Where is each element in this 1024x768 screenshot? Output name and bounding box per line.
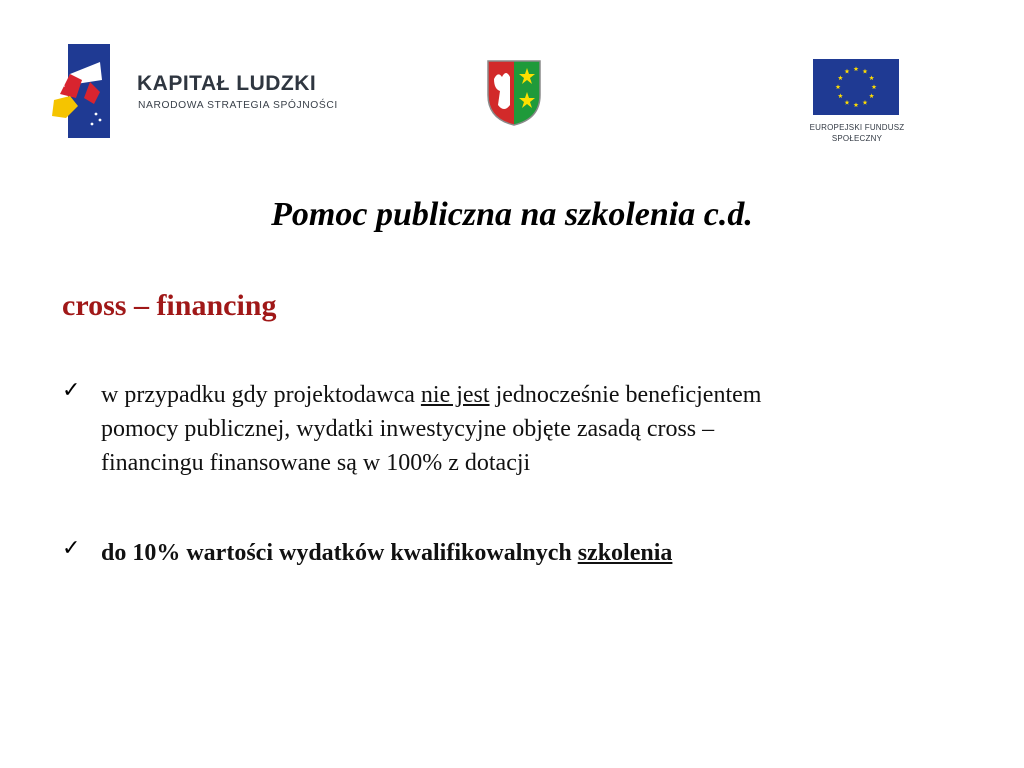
bullet-bold-text: do 10% wartości wydatków kwalifikowalnych [101, 540, 578, 566]
kapital-ludzki-logo [50, 44, 380, 140]
coat-of-arms-icon [486, 59, 542, 127]
bullet-line2: pomocy publicznej, wydatki inwestycyjne objęte zasadą cross – [101, 416, 715, 442]
bullet-text [101, 378, 961, 480]
slide-title: Pomoc publiczna na szkolenia c.d. [271, 196, 753, 233]
bullet-line1-prefix: w przypadku gdy projektodawca [101, 382, 421, 408]
kapital-ludzki-subtitle: NARODOWA STRATEGIA SPÓJNOŚCI [138, 100, 338, 111]
section-heading: cross – financing [62, 289, 277, 322]
kapital-ludzki-title: KAPITAŁ LUDZKI [137, 72, 317, 95]
checkmark-icon: ✓ [62, 378, 81, 403]
bullet-line1-suffix: jednocześnie beneficjentem [489, 382, 762, 408]
eu-fund-logo [800, 59, 914, 149]
eu-fund-line1: EUROPEJSKI FUNDUSZ [809, 123, 905, 132]
coat-of-arms-logo [486, 59, 542, 127]
bullet-bold-underlined: szkolenia [577, 540, 673, 566]
eu-fund-line2: SPOŁECZNY [831, 134, 883, 143]
bullet-line3: financingu finansowane są w 100% z dotacji [101, 450, 531, 476]
checkmark-icon: ✓ [62, 536, 81, 561]
kapital-ludzki-emblem-icon [50, 44, 114, 138]
bullet-line1-underlined: nie jest [420, 382, 490, 408]
bullet-text [101, 536, 961, 570]
eu-fund-caption [800, 122, 914, 144]
eu-flag-icon [813, 59, 899, 115]
